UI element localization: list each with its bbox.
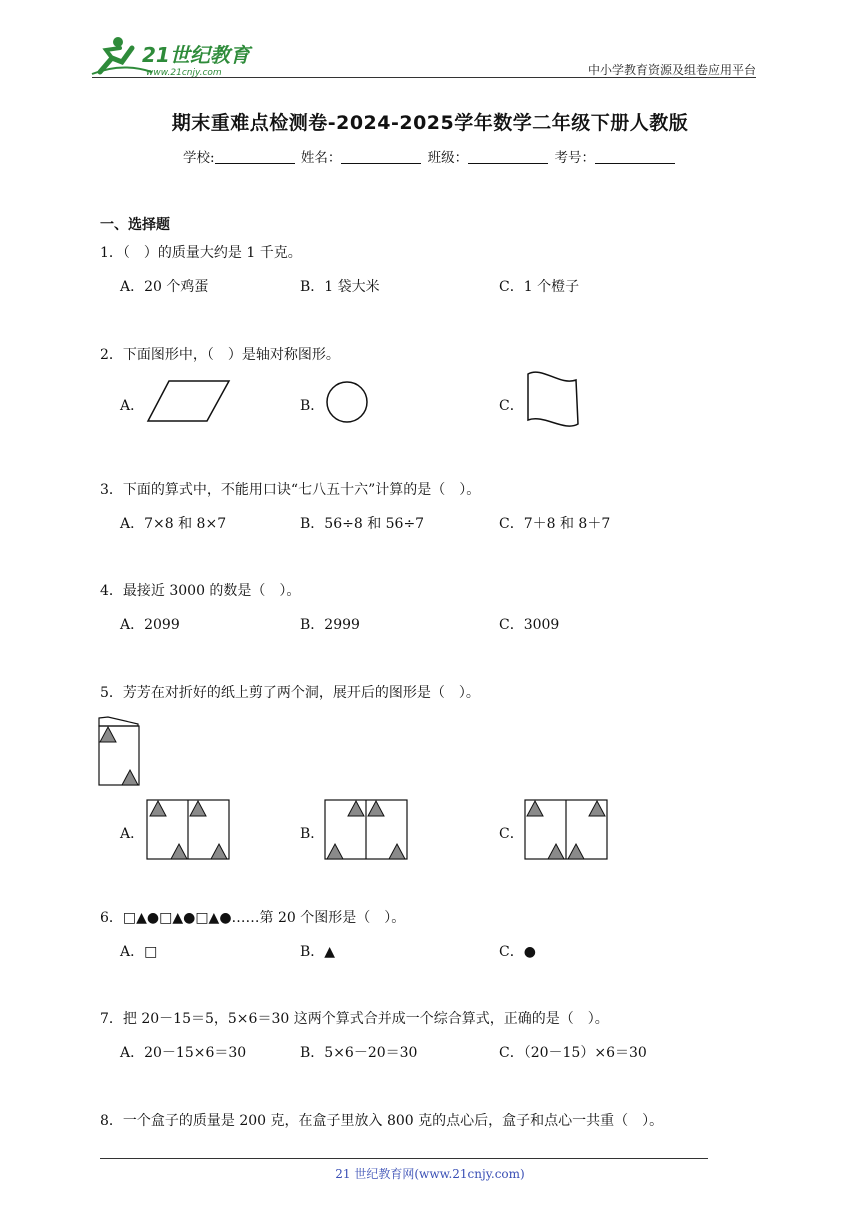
q4-option-c[interactable]: C．3009	[499, 617, 560, 633]
q5-option-a[interactable]: A．	[120, 826, 145, 842]
question-8-stem: 8．一个盒子的质量是 200 克，在盒子里放入 800 克的点心后，盒子和点心一共重（ ）。	[100, 1113, 664, 1129]
header-platform-text: 中小学教育资源及组卷应用平台	[587, 63, 756, 77]
q5-option-c[interactable]: C．	[499, 826, 524, 842]
q7-option-c[interactable]: C．（20－15）×6＝30	[499, 1045, 647, 1061]
student-info-row	[0, 146, 860, 166]
q4-option-a[interactable]: A．2099	[120, 617, 180, 633]
wavy-flag-figure	[524, 372, 584, 432]
folded-paper-figure	[98, 716, 142, 788]
q3-option-a[interactable]: A．7×8 和 8×7	[120, 516, 227, 532]
name-label: 姓名：	[300, 150, 342, 166]
class-field[interactable]	[468, 149, 548, 164]
name-field[interactable]	[341, 149, 421, 164]
section-heading: 一、选择题	[100, 217, 170, 233]
unfolded-paper-a-figure	[146, 799, 232, 861]
question-6-stem: 6．□▲●□▲●□▲●……第 20 个图形是（ ）。	[100, 910, 406, 926]
school-label: 学校:	[183, 150, 215, 166]
header-divider	[92, 77, 756, 78]
q3-option-b[interactable]: B．56÷8 和 56÷7	[300, 516, 425, 532]
q3-option-c[interactable]: C．7＋8 和 8＋7	[499, 516, 611, 532]
unfolded-paper-c-figure	[524, 799, 610, 861]
exam-no-field[interactable]	[595, 149, 675, 164]
footer-link[interactable]: 21 世纪教育网(www.21cnjy.com)	[335, 1167, 525, 1181]
q2-option-b[interactable]: B．	[300, 398, 325, 414]
q7-option-a[interactable]: A．20－15×6＝30	[120, 1045, 247, 1061]
circle-figure	[326, 381, 370, 425]
question-1-stem: 1．（ ）的质量大约是 1 千克。	[100, 245, 302, 261]
q4-option-b[interactable]: B．2999	[300, 617, 360, 633]
exam-title: 期末重难点检测卷-2024-2025学年数学二年级下册人教版	[171, 112, 689, 134]
q2-option-a[interactable]: A．	[120, 398, 145, 414]
site-logo	[92, 32, 262, 80]
q2-option-c[interactable]: C．	[499, 398, 524, 414]
q7-option-b[interactable]: B．5×6－20＝30	[300, 1045, 418, 1061]
question-5-stem: 5．芳芳在对折好的纸上剪了两个洞，展开后的图形是（ ）。	[100, 685, 480, 701]
q1-option-c[interactable]: C．1 个橙子	[499, 279, 580, 295]
question-7-stem: 7．把 20－15＝5，5×6＝30 这两个算式合并成一个综合算式，正确的是（ ）。	[100, 1011, 609, 1027]
question-3-stem: 3．下面的算式中，不能用口诀“七八五十六”计算的是（ ）。	[100, 482, 481, 498]
question-2-stem: 2．下面图形中，（ ）是轴对称图形。	[100, 347, 340, 363]
logo-url: www.21cnjy.com	[146, 68, 222, 78]
q6-option-a[interactable]: A．□	[120, 944, 158, 960]
q5-option-b[interactable]: B．	[300, 826, 325, 842]
school-field[interactable]	[215, 149, 295, 164]
logo-text: 21世纪教育	[142, 43, 250, 67]
unfolded-paper-b-figure	[324, 799, 410, 861]
footer-divider	[100, 1158, 708, 1159]
q6-option-c[interactable]: C．●	[499, 944, 536, 960]
q6-option-b[interactable]: B．▲	[300, 944, 336, 960]
parallelogram-figure	[147, 380, 231, 424]
class-label: 班级：	[427, 150, 469, 166]
question-4-stem: 4．最接近 3000 的数是（ ）。	[100, 583, 301, 599]
q1-option-a[interactable]: A．20 个鸡蛋	[120, 279, 209, 295]
q1-option-b[interactable]: B．1 袋大米	[300, 279, 380, 295]
exam-no-label: 考号：	[554, 150, 595, 166]
